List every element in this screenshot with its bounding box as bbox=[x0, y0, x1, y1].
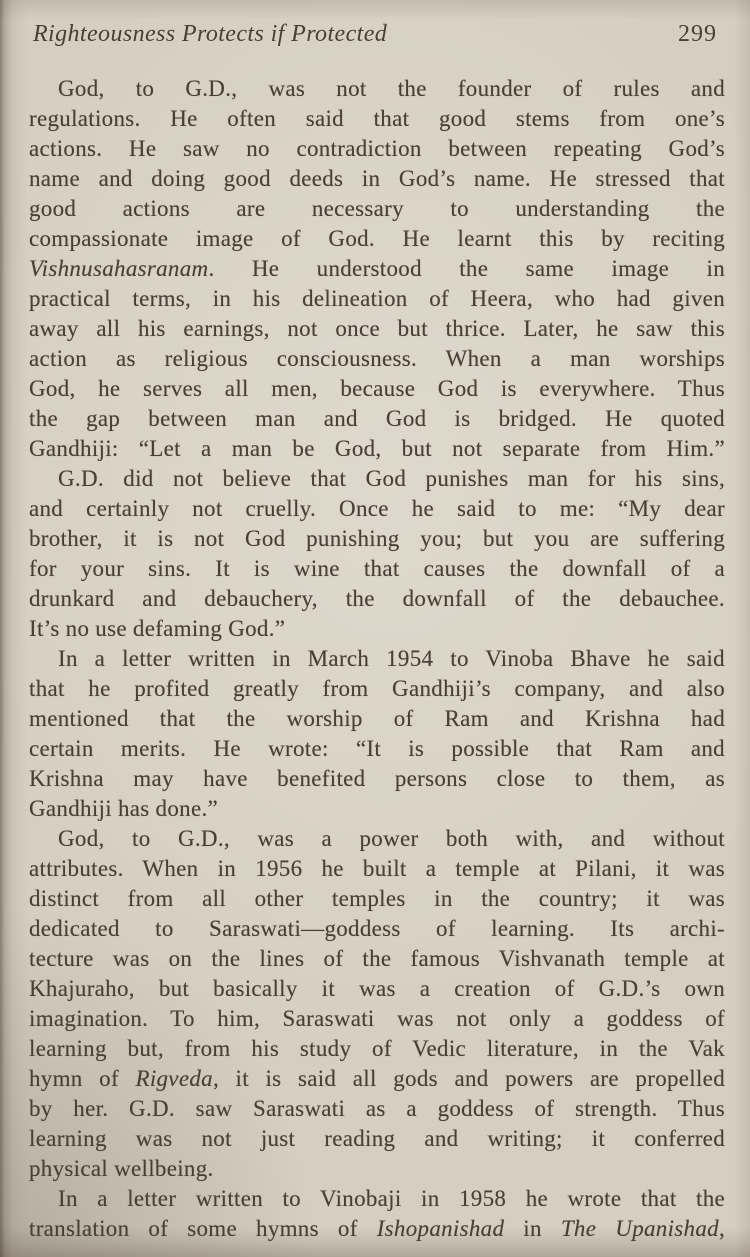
text-line bbox=[29, 284, 725, 314]
text-line bbox=[29, 374, 725, 404]
body-text-segment: In a letter written in March 1954 to Vinoba Bhave he said bbox=[58, 646, 725, 671]
body-text-segment: . He understood the same image in bbox=[208, 256, 725, 281]
text-line bbox=[29, 734, 725, 764]
body-text-segment: mentioned that the worship of Ram and Krishna had bbox=[29, 706, 725, 731]
body-text-segment: that he profited greatly from Gandhiji’s company, and also bbox=[29, 676, 725, 701]
text-line bbox=[29, 194, 725, 224]
body-text-segment: in bbox=[504, 1216, 561, 1241]
text-line bbox=[29, 1064, 725, 1094]
italic-text: Vishnusahasranam bbox=[29, 256, 209, 281]
body-text-segment: drunkard and debauchery, the downfall of the debauchee. bbox=[29, 586, 725, 611]
body-text-segment: dedicated to Saraswati—goddess of learning. Its archi- bbox=[29, 916, 725, 941]
text-line bbox=[29, 524, 725, 554]
body-text-segment: actions. He saw no contradiction between repeating God’s bbox=[29, 136, 725, 161]
text-line bbox=[29, 584, 725, 614]
text-line bbox=[29, 914, 725, 944]
body-text-segment: by her. G.D. saw Saraswati as a goddess of strength. Thus bbox=[29, 1096, 725, 1121]
text-line bbox=[29, 464, 725, 494]
body-text-segment: Gandhiji has done.” bbox=[29, 796, 219, 821]
body-text-segment: tecture was on the lines of the famous Vishvanath temple at bbox=[29, 946, 725, 971]
text-line bbox=[29, 1154, 725, 1184]
text-line bbox=[29, 434, 725, 464]
text-line bbox=[29, 164, 725, 194]
body-text-segment: Khajuraho, but basically it was a creation of G.D.’s own bbox=[29, 976, 725, 1001]
italic-text: Ishopanishad bbox=[376, 1216, 505, 1241]
body-text-segment: In a letter written to Vinobaji in 1958 he wrote that the bbox=[58, 1186, 725, 1211]
page-number: 299 bbox=[678, 21, 717, 47]
text-line bbox=[29, 254, 725, 284]
body-text-segment: for your sins. It is wine that causes the downfall of a bbox=[29, 556, 725, 581]
body-text-segment: attributes. When in 1956 he built a temple at Pilani, it was bbox=[29, 856, 725, 881]
text-line bbox=[29, 974, 725, 1004]
body-text-segment: and certainly not cruelly. Once he said to me: “My dear bbox=[29, 496, 725, 521]
body-text-segment: away all his earnings, not once but thrice. Later, he saw this bbox=[29, 316, 725, 341]
text-line bbox=[29, 704, 725, 734]
text-line bbox=[29, 1214, 725, 1244]
body-text-segment: good actions are necessary to understanding the bbox=[29, 196, 725, 221]
body-text-segment: God, to G.D., was a power both with, and without bbox=[58, 826, 725, 851]
text-line bbox=[29, 794, 725, 824]
body-text-segment: , it is said all gods and powers are propelled bbox=[212, 1066, 725, 1091]
text-line bbox=[29, 1124, 725, 1154]
text-line bbox=[29, 1004, 725, 1034]
body-text-segment: G.D. did not believe that God punishes man for his sins, bbox=[58, 466, 725, 491]
text-line bbox=[29, 674, 725, 704]
body-text-segment: God, he serves all men, because God is everywhere. Thus bbox=[29, 376, 725, 401]
text-line bbox=[29, 104, 725, 134]
body-text-segment: compassionate image of God. He learnt this by reciting bbox=[29, 226, 725, 251]
body-text-segment: translation of some hymns of bbox=[29, 1216, 377, 1241]
body-text-segment: God, to G.D., was not the founder of rules and bbox=[58, 76, 725, 101]
body-text-segment: action as religious consciousness. When a man worships bbox=[29, 346, 725, 371]
running-header bbox=[0, 0, 750, 50]
text-line bbox=[29, 224, 725, 254]
text-line bbox=[29, 554, 725, 584]
body-text-segment: brother, it is not God punishing you; but you are suffering bbox=[29, 526, 725, 551]
body-text-segment: practical terms, in his delineation of Heera, who had given bbox=[29, 286, 725, 311]
paragraph bbox=[29, 824, 725, 1184]
text-line bbox=[29, 74, 725, 104]
text-line bbox=[29, 644, 725, 674]
body-text-segment: certain merits. He wrote: “It is possible that Ram and bbox=[29, 736, 725, 761]
body-text-segment: , bbox=[718, 1216, 725, 1241]
body-text-segment: hymn of bbox=[29, 1066, 136, 1091]
body-text-segment: learning but, from his study of Vedic literature, in the Vak bbox=[29, 1036, 725, 1061]
paragraph bbox=[29, 1184, 725, 1244]
body-text-segment: Krishna may have benefited persons close to them, as bbox=[29, 766, 725, 791]
paragraph bbox=[29, 74, 725, 464]
paragraph bbox=[29, 464, 725, 644]
text-line bbox=[29, 1184, 725, 1214]
text-line bbox=[29, 1094, 725, 1124]
body-text-segment: learning was not just reading and writing; it conferred bbox=[29, 1126, 725, 1151]
body-text bbox=[0, 74, 750, 1244]
text-line bbox=[29, 344, 725, 374]
body-text-segment: name and doing good deeds in God’s name. He stressed that bbox=[29, 166, 725, 191]
text-line bbox=[29, 944, 725, 974]
text-line bbox=[29, 854, 725, 884]
text-line bbox=[29, 314, 725, 344]
body-text-segment: regulations. He often said that good stems from one’s bbox=[29, 106, 725, 131]
body-text-segment: the gap between man and God is bridged. He quoted bbox=[29, 406, 725, 431]
body-text-segment: It’s no use defaming God.” bbox=[29, 616, 286, 641]
text-line bbox=[29, 764, 725, 794]
text-line bbox=[29, 134, 725, 164]
body-text-segment: distinct from all other temples in the country; it was bbox=[29, 886, 725, 911]
text-line bbox=[29, 404, 725, 434]
body-text-segment: imagination. To him, Saraswati was not only a goddess of bbox=[29, 1006, 725, 1031]
paragraph bbox=[29, 644, 725, 824]
body-text-segment: physical wellbeing. bbox=[29, 1156, 214, 1181]
italic-text: The Upanishad bbox=[560, 1216, 719, 1241]
text-line bbox=[29, 884, 725, 914]
text-line bbox=[29, 494, 725, 524]
text-line bbox=[29, 614, 725, 644]
text-line bbox=[29, 1034, 725, 1064]
text-line bbox=[29, 824, 725, 854]
header-title: Righteousness Protects if Protected bbox=[33, 21, 388, 47]
body-text-segment: Gandhiji: “Let a man be God, but not separate from Him.” bbox=[29, 436, 725, 461]
italic-text: Rigveda bbox=[135, 1066, 213, 1091]
